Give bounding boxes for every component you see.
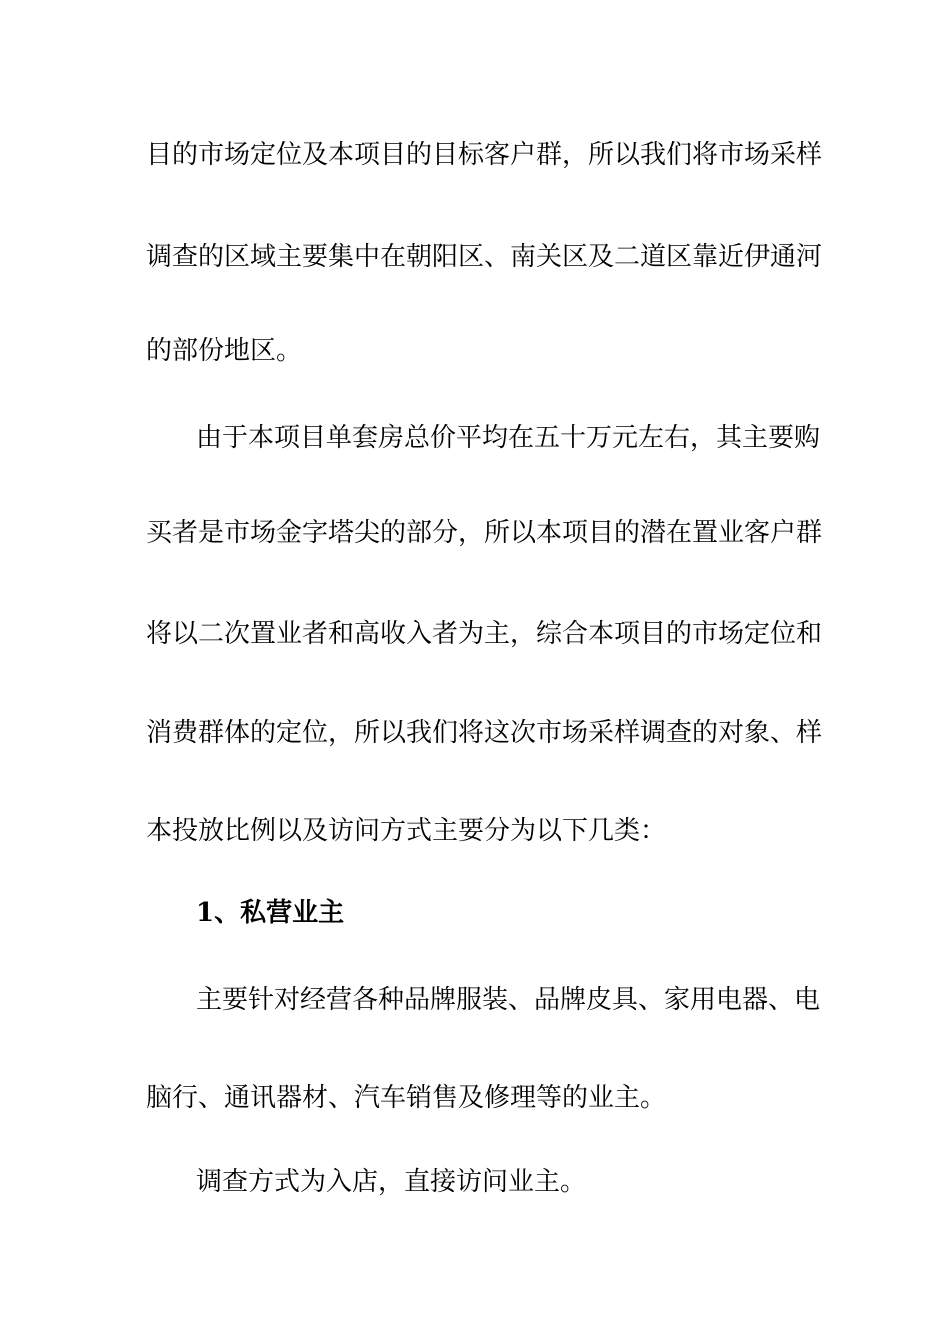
- paragraph-line: 脑行、通讯器材、汽车销售及修理等的业主。: [146, 1083, 667, 1113]
- paragraph-line: 的部份地区。: [146, 336, 303, 366]
- paragraph-line: 由于本项目单套房总价平均在五十万元左右，其主要购: [196, 423, 821, 453]
- paragraph-line: 目的市场定位及本项目的目标客户群，所以我们将市场采样: [146, 140, 823, 170]
- paragraph-line: 调查方式为入店，直接访问业主。: [196, 1167, 587, 1197]
- section-heading: 1、私营业主: [196, 898, 345, 928]
- paragraph-line: 买者是市场金字塔尖的部分，所以本项目的潜在置业客户群: [146, 518, 823, 548]
- paragraph-line: 主要针对经营各种品牌服装、品牌皮具、家用电器、电: [196, 985, 821, 1015]
- paragraph-line: 消费群体的定位，所以我们将这次市场采样调查的对象、样: [146, 718, 823, 748]
- paragraph-line: 调查的区域主要集中在朝阳区、南关区及二道区靠近伊通河: [146, 242, 823, 272]
- paragraph-line: 将以二次置业者和高收入者为主，综合本项目的市场定位和: [146, 619, 823, 649]
- paragraph-line: 本投放比例以及访问方式主要分为以下几类：: [146, 816, 667, 846]
